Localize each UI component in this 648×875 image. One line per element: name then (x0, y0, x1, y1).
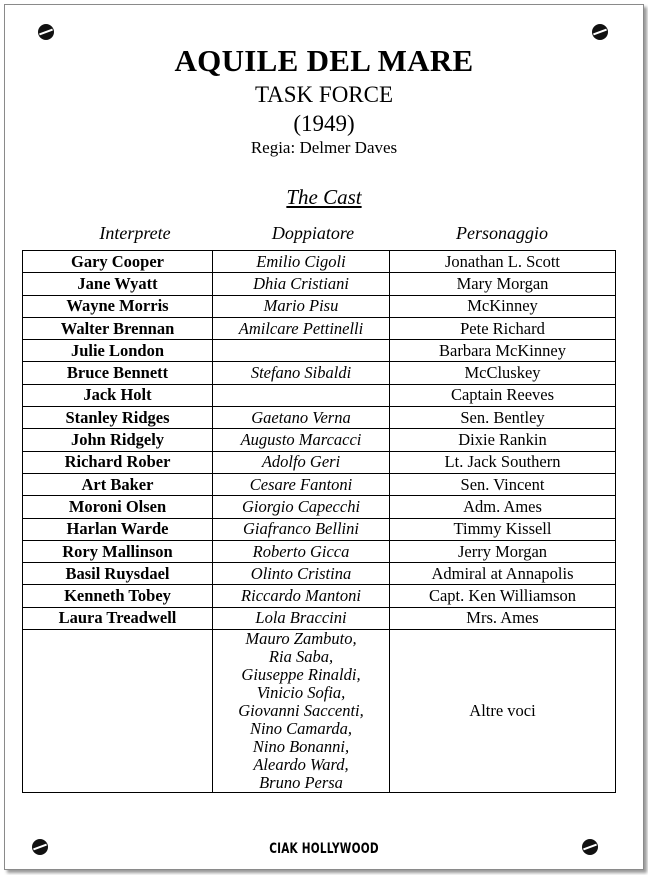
dubber-cell: Emilio Cigoli (213, 251, 390, 273)
dubber-cell: Lola Braccini (213, 607, 390, 629)
table-row-other-voices (23, 630, 616, 793)
actor-cell: Jack Holt (23, 384, 213, 406)
dubber-cell: Giafranco Bellini (213, 518, 390, 540)
actor-cell: Wayne Morris (23, 295, 213, 317)
character-cell: Dixie Rankin (390, 429, 616, 451)
character-cell: Lt. Jack Southern (390, 451, 616, 473)
table-row (23, 407, 616, 429)
table-row (23, 340, 616, 362)
character-cell: Sen. Bentley (390, 407, 616, 429)
actor-cell: Richard Rober (23, 451, 213, 473)
character-cell: Barbara McKinney (390, 340, 616, 362)
table-row (23, 451, 616, 473)
table-row (23, 540, 616, 562)
character-cell: McKinney (390, 295, 616, 317)
table-row (23, 362, 616, 384)
table-row (23, 585, 616, 607)
column-header-dubber: Doppiatore (271, 223, 355, 243)
screw-icon (38, 24, 54, 40)
table-row (23, 295, 616, 317)
dubber-cell (213, 384, 390, 406)
table-row (23, 273, 616, 295)
director-credit: Regia: Delmer Daves (250, 138, 398, 157)
table-row (23, 317, 616, 339)
other-voice-name: Nino Camarda, (249, 719, 353, 739)
dubber-cell: Mario Pisu (213, 295, 390, 317)
character-cell: Pete Richard (390, 317, 616, 339)
actor-cell: Rory Mallinson (23, 540, 213, 562)
character-cell: Mrs. Ames (390, 607, 616, 629)
character-cell: Timmy Kissell (390, 518, 616, 540)
other-voices-actor-cell (23, 630, 213, 793)
other-voice-name: Ria Saba, (268, 647, 334, 667)
other-voice-name: Giovanni Saccenti, (238, 701, 364, 721)
dubber-cell: Stefano Sibaldi (213, 362, 390, 384)
other-voice-name: Nino Bonanni, (252, 737, 350, 757)
dubber-cell (213, 340, 390, 362)
dubber-cell: Giorgio Capecchi (213, 496, 390, 518)
screw-icon (592, 24, 608, 40)
character-cell: Mary Morgan (390, 273, 616, 295)
other-voices-label: Altre voci (390, 630, 616, 793)
character-cell: Captain Reeves (390, 384, 616, 406)
cast-table (22, 250, 616, 793)
ciak-hollywood-logo: CIAK HOLLYWOOD (269, 840, 379, 858)
dubber-cell: Amilcare Pettinelli (213, 317, 390, 339)
actor-cell: Stanley Ridges (23, 407, 213, 429)
character-cell: Sen. Vincent (390, 473, 616, 495)
actor-cell: Basil Ruysdael (23, 563, 213, 585)
actor-cell: Laura Treadwell (23, 607, 213, 629)
cast-table-body (23, 251, 616, 793)
other-voice-name: Vinicio Sofia, (256, 683, 346, 703)
column-header-character: Personaggio (456, 223, 548, 243)
table-row (23, 429, 616, 451)
original-title: TASK FORCE (254, 82, 394, 107)
table-row (23, 251, 616, 273)
dubber-cell: Olinto Cristina (213, 563, 390, 585)
other-voice-name: Bruno Persa (259, 773, 343, 793)
character-cell: Admiral at Annapolis (390, 563, 616, 585)
table-row (23, 607, 616, 629)
other-voice-name: Aleardo Ward, (253, 755, 349, 775)
actor-cell: Art Baker (23, 473, 213, 495)
character-cell: Capt. Ken Williamson (390, 585, 616, 607)
character-cell: Jonathan L. Scott (390, 251, 616, 273)
actor-cell: Julie London (23, 340, 213, 362)
dubber-cell: Adolfo Geri (213, 451, 390, 473)
table-row (23, 518, 616, 540)
actor-cell: Walter Brennan (23, 317, 213, 339)
table-row (23, 563, 616, 585)
table-row (23, 384, 616, 406)
column-header-actor: Interprete (99, 223, 171, 243)
actor-cell: Bruce Bennett (23, 362, 213, 384)
cast-sheet (4, 4, 644, 870)
table-row (23, 496, 616, 518)
actor-cell: Moroni Olsen (23, 496, 213, 518)
actor-cell: Kenneth Tobey (23, 585, 213, 607)
character-cell: Adm. Ames (390, 496, 616, 518)
dubber-cell: Gaetano Verna (213, 407, 390, 429)
dubber-cell: Dhia Cristiani (213, 273, 390, 295)
other-voice-name: Mauro Zambuto, (245, 629, 357, 649)
release-year: (1949) (293, 111, 355, 136)
page-title: AQUILE DEL MARE (174, 43, 474, 78)
dubber-cell: Augusto Marcacci (213, 429, 390, 451)
actor-cell: John Ridgely (23, 429, 213, 451)
dubber-cell: Roberto Gicca (213, 540, 390, 562)
actor-cell: Gary Cooper (23, 251, 213, 273)
dubber-cell: Cesare Fantoni (213, 473, 390, 495)
cast-heading: The Cast (286, 185, 362, 209)
other-voice-name: Giuseppe Rinaldi, (241, 665, 361, 685)
character-cell: McCluskey (390, 362, 616, 384)
actor-cell: Jane Wyatt (23, 273, 213, 295)
table-row (23, 473, 616, 495)
character-cell: Jerry Morgan (390, 540, 616, 562)
dubber-cell: Riccardo Mantoni (213, 585, 390, 607)
other-voices-names (213, 630, 390, 793)
actor-cell: Harlan Warde (23, 518, 213, 540)
